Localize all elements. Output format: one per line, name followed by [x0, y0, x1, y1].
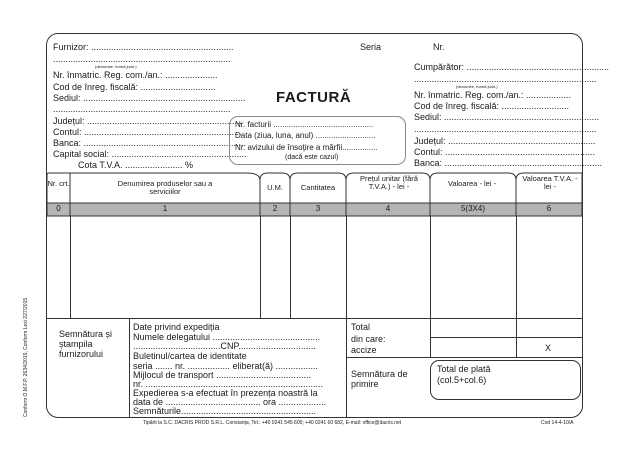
buyer-banca: Banca: ...............................................................	[414, 158, 603, 168]
printer-info: Tipărit la S.C. DACRIS PROD S.R.L. Constanța, Tel.: +40 0241 545 600; +40 0241 60 682, E-mail: office@dacris.net	[143, 420, 402, 426]
footer-line	[129, 318, 130, 418]
total-label: Total	[351, 322, 371, 332]
series-label: Seria	[360, 42, 382, 52]
col-number-0: 0	[56, 204, 61, 213]
supplier-name-field: Furnizor: .........................................................	[53, 42, 234, 52]
total-payment-formula: (col.5+col.6)	[437, 375, 487, 385]
number-label: Nr.	[433, 42, 445, 52]
buyer-blank-line: .........................................................................	[414, 74, 597, 84]
col-number-2: 2	[272, 204, 278, 213]
delegate-name: Numele delegatului ...........................................	[133, 332, 321, 342]
receipt-signature-label: Semnătura de primire	[351, 369, 408, 389]
buyer-reg-com: Nr. înmatric. Reg. com./an.: ..................	[414, 90, 572, 100]
invoice-aviz-note: (dacă este cazul)	[285, 154, 339, 161]
accize-label: accize	[351, 345, 377, 355]
header-nr-crt: Nr. crt.	[47, 179, 70, 188]
buyer-contul: Contul: ............................................................	[414, 147, 596, 157]
supplier-judetul: Județul: ..............................................................	[53, 116, 243, 126]
transport-means: Mijlocul de transport ......................................	[133, 370, 312, 380]
supplier-signature-label: Semnătura și ștampila furnizorului	[59, 329, 113, 359]
invoice-aviz-field: Nr. avizului de însoțire a mărfii................	[235, 143, 378, 152]
table-line	[260, 216, 261, 319]
side-legal-note: Conform O.M.F.P. 2634/2015, Conform Lexi 227/2015	[23, 297, 29, 417]
footer-line	[346, 357, 582, 358]
col-number-1: 1	[162, 204, 168, 213]
supplier-banca: Banca: .................................................................	[53, 138, 247, 148]
supplier-legal-form-note: (denumire, formă jurid.)	[95, 64, 137, 69]
supplier-reg-com: Nr. înmatric. Reg. com./an.: .....................	[53, 70, 218, 80]
buyer-blank-line-2: .........................................................................	[414, 124, 597, 134]
side-legal-note-container	[23, 267, 33, 417]
header-cantitatea: Cantitatea	[300, 183, 336, 192]
invoice-date-field: Data (ziua, luna, anul) ...........................	[235, 131, 376, 140]
table-line	[290, 216, 291, 319]
buyer-name-field: Cumpărător: .........................................................	[414, 62, 610, 72]
accize-x-mark: X	[545, 343, 552, 353]
col-number-4: 4	[385, 204, 391, 213]
table-line	[346, 216, 347, 418]
footer-top-line	[47, 318, 582, 319]
delegate-cnp: ...................................CNP...............................	[133, 341, 316, 351]
supplier-blank-line: .......................................................................	[53, 54, 231, 64]
col-number-5: 5(3X4)	[460, 204, 485, 213]
expedition-date: data de ...................................... ora ...................	[133, 397, 327, 407]
header-pret-unitar: Prețul unitar (fără T.V.A.) - lei -	[360, 174, 418, 191]
supplier-sediul: Sediul: .................................................................	[53, 93, 246, 103]
invoice-number-field: Nr. facturii .............................................	[235, 120, 374, 129]
col-number-3: 3	[315, 204, 321, 213]
footer-line	[430, 337, 582, 338]
header-valoarea: Valoarea - lei -	[447, 179, 497, 188]
id-card: Buletinul/cartea de identitate	[133, 351, 247, 361]
din-care-label: din care:	[351, 334, 386, 344]
transport-number: nr. .......................................................................	[133, 379, 324, 389]
expedition-statement: Expedierea s-a efectuat în prezența noastră la	[133, 388, 318, 398]
header-um: U.M.	[267, 183, 283, 192]
buyer-fiscal-code: Cod de înreg. fiscală: ...........................	[414, 101, 570, 111]
buyer-judetul: Județul: ...........................................................	[414, 136, 596, 146]
total-payment-label: Total de plată	[437, 364, 491, 374]
document-title: FACTURĂ	[276, 89, 352, 106]
id-card-series: seria ....... nr. ................. eliberat(ă) .................	[133, 361, 319, 371]
supplier-fiscal-code: Cod de înreg. fiscală: ..............................	[53, 82, 216, 92]
signatures-line: Semnăturile......................................................	[133, 406, 317, 416]
supplier-cota-tva: Cota T.V.A. ....................... %	[78, 160, 194, 170]
form-code: Cod 14-4-10/A	[541, 420, 574, 426]
table-line	[70, 216, 71, 319]
expedition-title: Date privind expediția	[133, 322, 220, 332]
supplier-contul: Contul: ...............................................................	[53, 127, 242, 137]
buyer-sediul: Sediul: ..............................................................	[414, 112, 600, 122]
buyer-legal-form-note: (denumire, formă jurid.)	[456, 84, 498, 89]
col-number-6: 6	[546, 204, 552, 213]
supplier-blank-line-2: .......................................................................	[53, 104, 231, 114]
header-denumire: Denumirea produselor sau a serviciilor	[117, 179, 213, 196]
header-valoarea-tva: Valoarea T.V.A. - lei -	[522, 174, 578, 191]
supplier-capital: Capital social: ......................................................	[53, 149, 247, 159]
